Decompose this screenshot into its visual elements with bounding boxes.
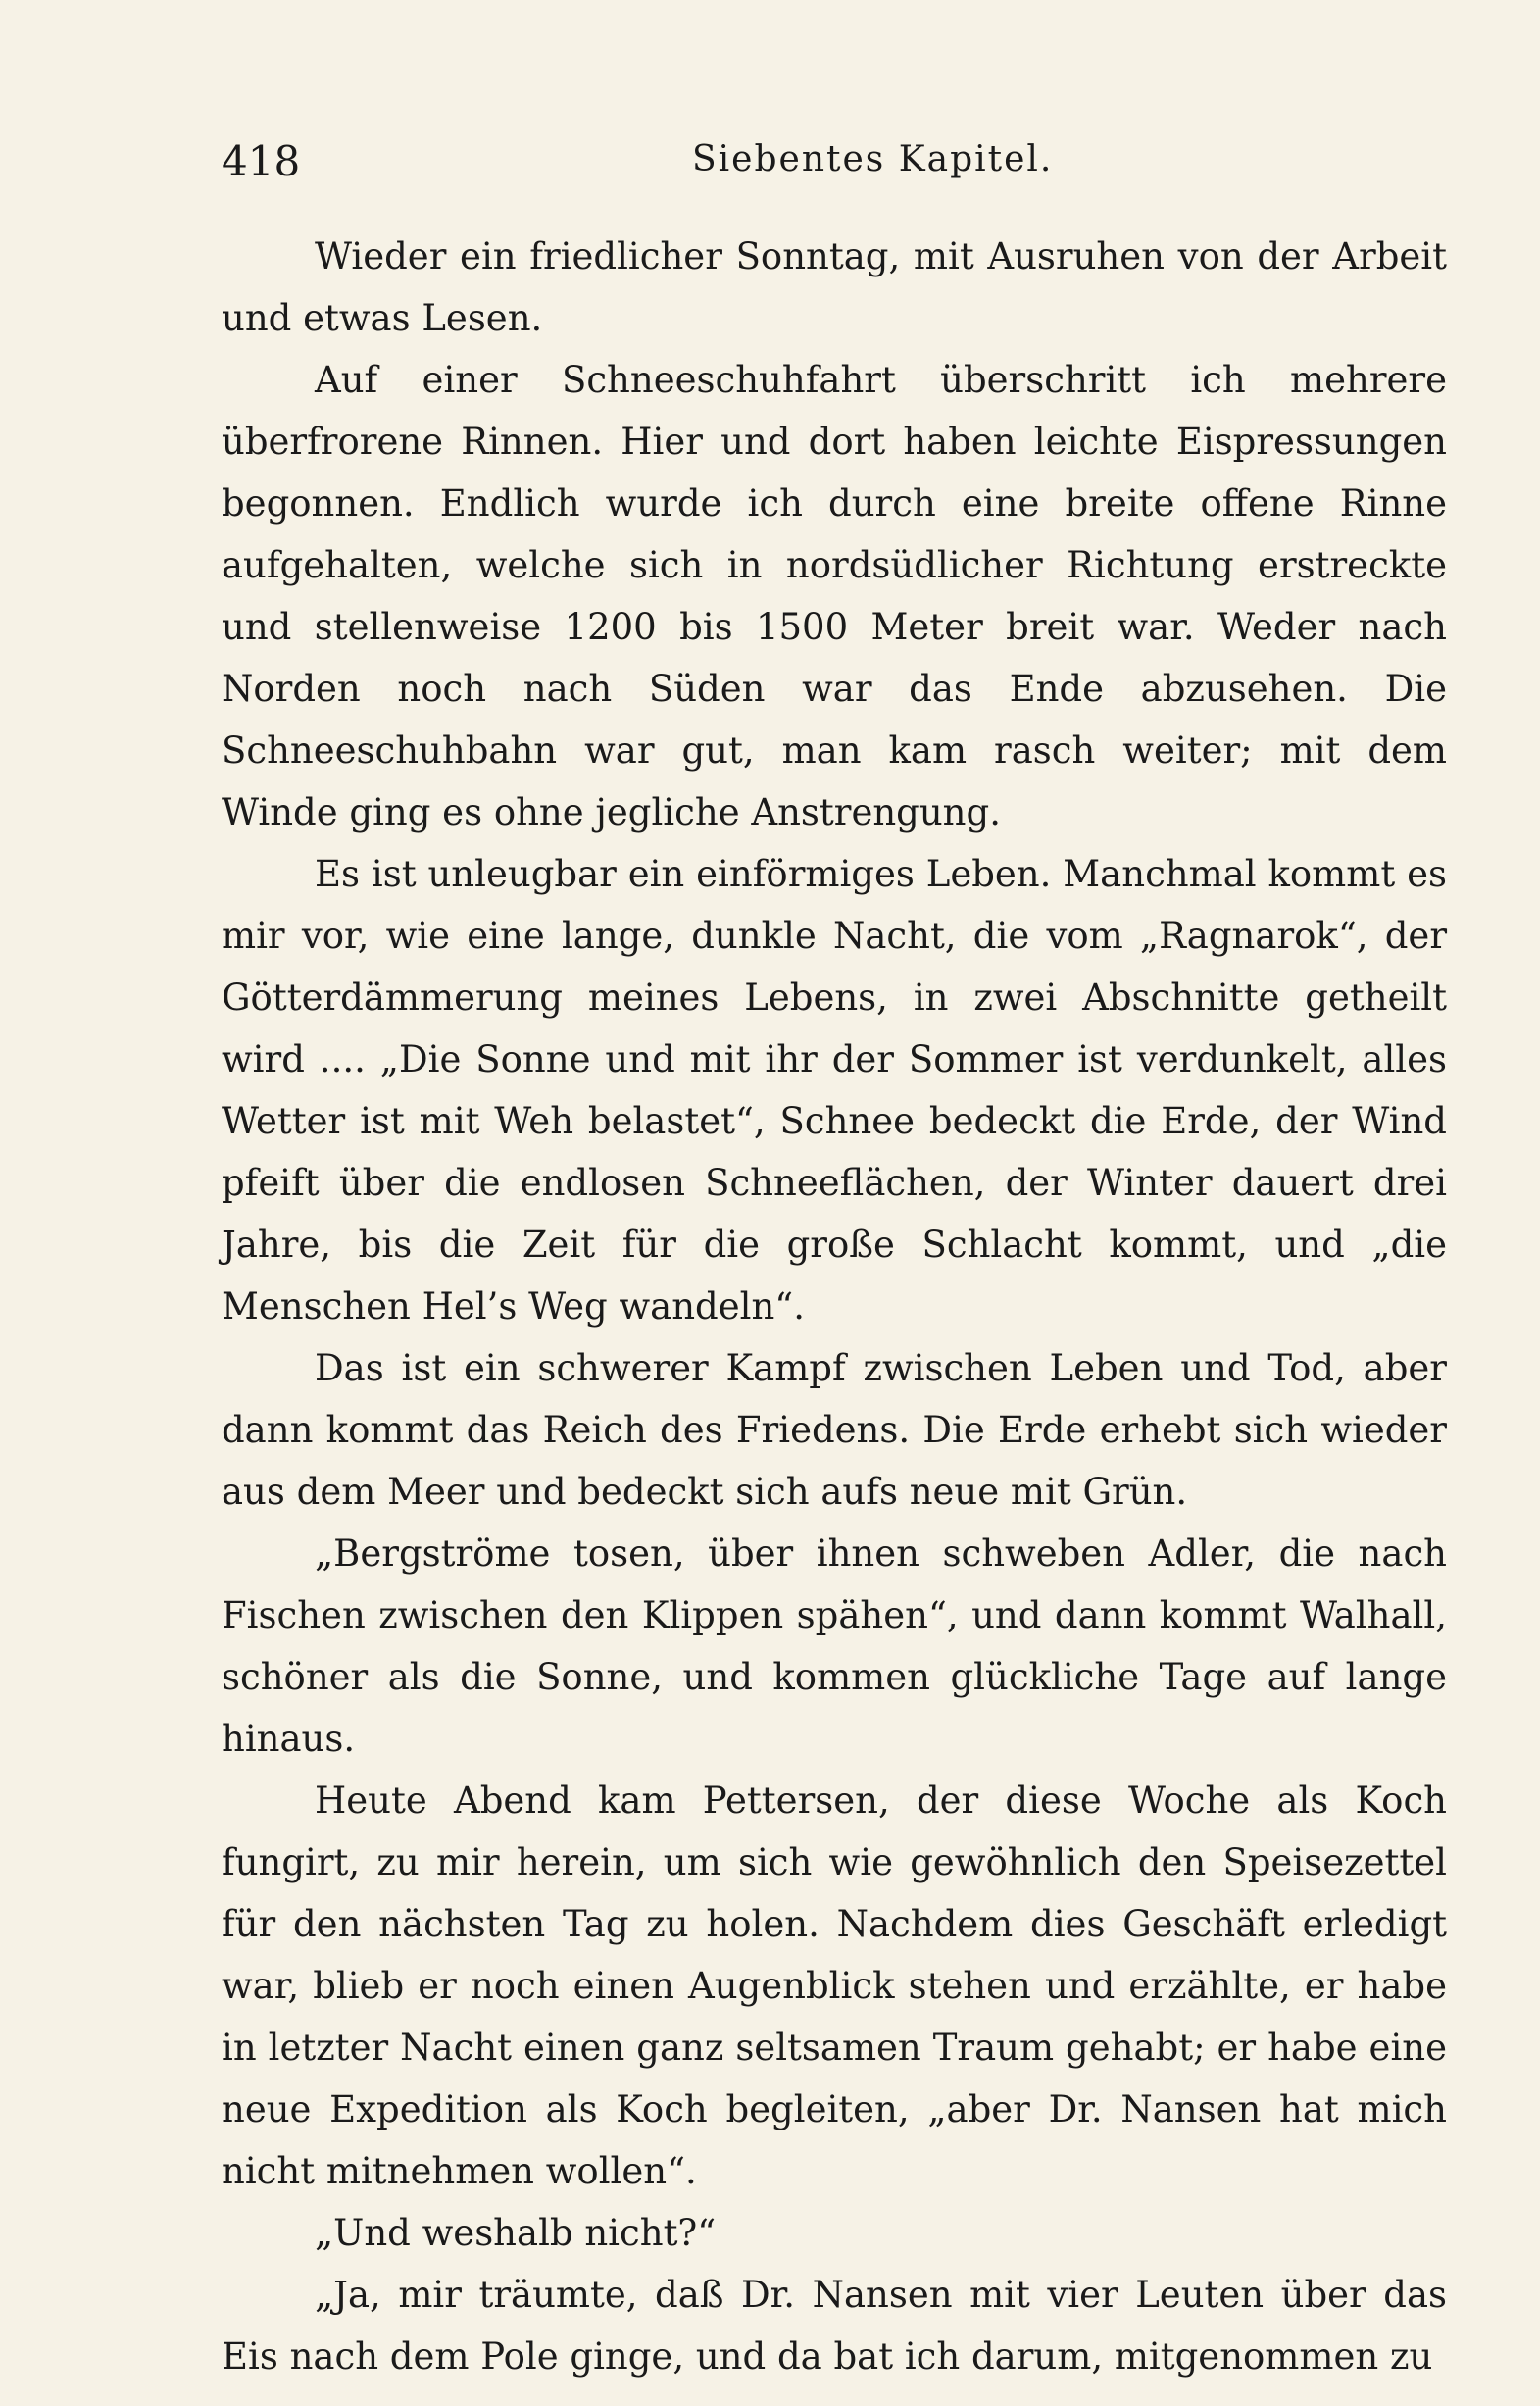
body-text: [222, 226, 1447, 2387]
paragraph-5: „Bergströme tosen, über ihnen schweben Adler, die nach Fischen zwischen den Klippen spähen“, und dann kommt Walhall, schöner als die Sonne, und kommen glückliche Tage auf lange hinaus.: [222, 1532, 1447, 1760]
page-number: 418: [222, 137, 301, 185]
paragraph-4: Das ist ein schwerer Kampf zwischen Leben und Tod, aber dann kommt das Reich des Friedens. Die Erde erhebt sich wieder aus dem Meer und bedeckt sich aufs neue mit Grün.: [222, 1347, 1447, 1513]
running-head: Siebentes Kapitel.: [692, 139, 1054, 179]
page-header: [222, 137, 1442, 196]
paragraph-3: Es ist unleugbar ein einförmiges Leben. Manchmal kommt es mir vor, wie eine lange, dunkle Nacht, die vom „Ragnarok“, der Götterdämmerung meines Lebens, in zwei Abschnitte getheilt wird .... „Die Sonne und mit ihr der Sommer ist verdunkelt, alles Wetter ist mit Weh belastet“, Schnee bedeckt die Erde, der Wind pfeift über die endlosen Schneeflächen, der Winter dauert drei Jahre, bis die Zeit für die große Schlacht kommt, und „die Menschen Hel’s Weg wandeln“.: [222, 853, 1447, 1328]
paragraph-2: Auf einer Schneeschuhfahrt überschritt ich mehrere überfrorene Rinnen. Hier und dort haben leichte Eispressungen begonnen. Endlich wurde ich durch eine breite offene Rinne aufgehalten, welche sich in nordsüdlicher Richtung erstreckte und stellenweise 1200 bis 1500 Meter breit war. Weder nach Norden noch nach Süden war das Ende abzusehen. Die Schneeschuhbahn war gut, man kam rasch weiter; mit dem Winde ging es ohne jegliche Anstrengung.: [222, 359, 1447, 833]
paragraph-1: Wieder ein friedlicher Sonntag, mit Ausruhen von der Arbeit und etwas Lesen.: [222, 235, 1447, 339]
paragraph-8: „Ja, mir träumte, daß Dr. Nansen mit vier Leuten über das Eis nach dem Pole ginge, und da bat ich darum, mitgenommen zu: [222, 2274, 1447, 2378]
paragraph-7: „Und weshalb nicht?“: [315, 2212, 717, 2254]
paragraph-6: Heute Abend kam Pettersen, der diese Woche als Koch fungirt, zu mir herein, um sich wie gewöhnlich den Speisezettel für den nächsten Tag zu holen. Nachdem dies Geschäft erledigt war, blieb er noch einen Augenblick stehen und erzählte, er habe in letzter Nacht einen ganz seltsamen Traum gehabt; er habe eine neue Expedition als Koch begleiten, „aber Dr. Nansen hat mich nicht mitnehmen wollen“.: [222, 1779, 1447, 2192]
